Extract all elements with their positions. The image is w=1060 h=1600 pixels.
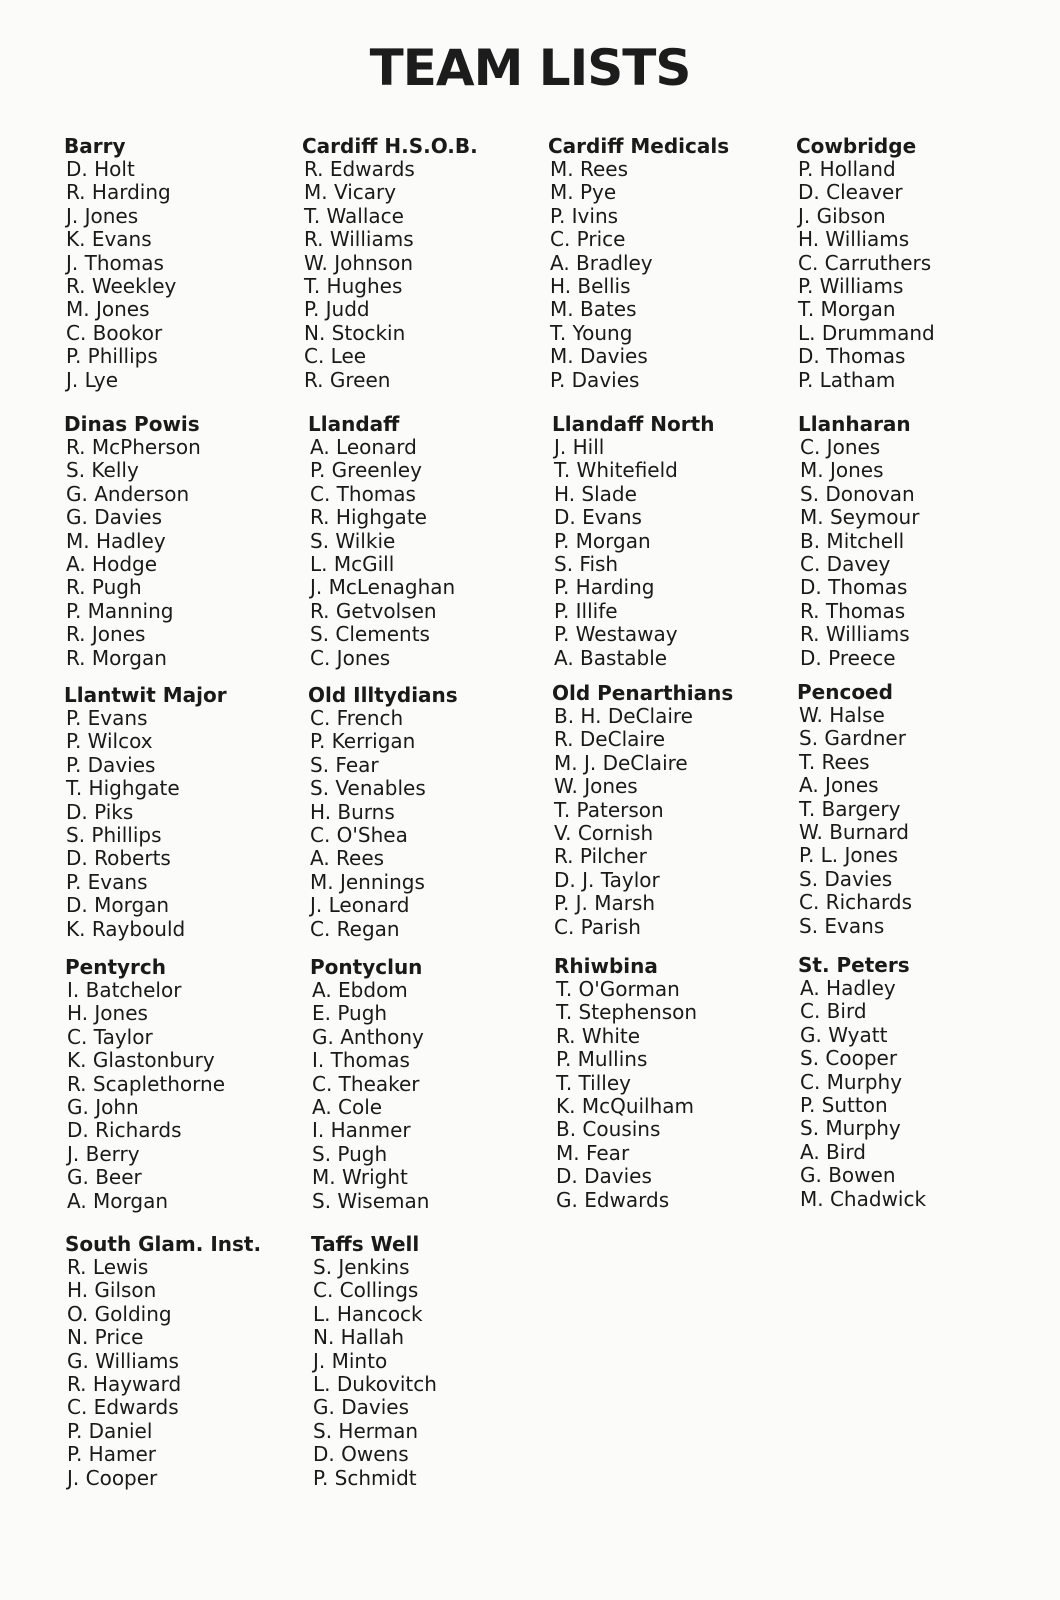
- player-name: C. Lee: [304, 344, 367, 369]
- player-name: P. Manning: [66, 598, 174, 623]
- player-name: T. Rees: [799, 749, 870, 774]
- player-name: C. Richards: [799, 890, 913, 915]
- player-name: C. Bird: [800, 999, 867, 1024]
- player-name: G. John: [67, 1095, 139, 1120]
- player-name: C. Theaker: [312, 1071, 420, 1096]
- player-list: [311, 1256, 551, 1490]
- player-name: K. Raybould: [66, 916, 186, 941]
- player-name: P. Schmidt: [313, 1465, 417, 1490]
- player-list: [798, 977, 1038, 1211]
- player-name: J. Minto: [313, 1348, 388, 1373]
- player-name: G. Anthony: [312, 1024, 424, 1049]
- player-name: R. White: [556, 1023, 641, 1048]
- player-name: C. Taylor: [67, 1024, 153, 1049]
- player-name: C. Collings: [313, 1278, 419, 1303]
- team-block: [308, 412, 548, 670]
- player-name: A. Hodge: [66, 552, 158, 577]
- player-name: L. Dukovitch: [313, 1372, 437, 1397]
- player-name: M. Pye: [550, 180, 617, 205]
- team-name: Taffs Well: [311, 1232, 420, 1256]
- player-name: S. Kelly: [66, 458, 139, 483]
- player-name: R. Pugh: [66, 575, 142, 600]
- player-name: D. Davies: [556, 1164, 652, 1189]
- team-block: [796, 134, 1036, 392]
- player-name: S. Davies: [799, 866, 893, 891]
- team-name: Dinas Powis: [64, 412, 200, 436]
- team-name: Cardiff H.S.O.B.: [302, 134, 478, 158]
- team-block: [554, 954, 794, 1212]
- player-list: [796, 158, 1036, 392]
- player-name: N. Stockin: [304, 320, 406, 345]
- player-name: K. Glastonbury: [67, 1048, 215, 1073]
- player-name: D. Cleaver: [798, 180, 903, 205]
- team-name: Llandaff: [308, 412, 400, 436]
- player-name: S. Wilkie: [310, 528, 396, 553]
- team-block: [65, 1232, 305, 1490]
- player-name: R. Highgate: [310, 505, 427, 530]
- team-block: [798, 412, 1038, 670]
- player-name: T. Stephenson: [556, 1000, 698, 1025]
- team-block: [310, 955, 550, 1213]
- player-name: C. Parish: [554, 914, 641, 939]
- player-name: C. Thomas: [310, 481, 416, 506]
- player-name: J. Gibson: [798, 203, 886, 228]
- player-name: P. Williams: [798, 274, 904, 299]
- player-name: B. H. DeClaire: [554, 704, 693, 728]
- player-name: R. Thomas: [800, 598, 906, 623]
- player-list: [548, 158, 788, 392]
- team-name: St. Peters: [798, 953, 910, 977]
- team-block: [311, 1232, 551, 1490]
- player-name: S. Wiseman: [312, 1188, 430, 1213]
- player-name: G. Davies: [313, 1395, 409, 1420]
- player-name: S. Clements: [310, 622, 430, 647]
- player-name: D. Richards: [67, 1118, 182, 1143]
- player-name: P. Daniel: [67, 1418, 153, 1443]
- player-name: T. Highgate: [66, 776, 180, 801]
- player-name: S. Evans: [799, 913, 885, 938]
- player-name: M. Jennings: [310, 869, 425, 894]
- player-name: C. Murphy: [800, 1069, 903, 1094]
- player-name: P. Kerrigan: [310, 729, 416, 754]
- player-name: C. Jones: [310, 645, 391, 670]
- player-name: T. Young: [550, 320, 633, 345]
- player-name: T. O'Gorman: [556, 977, 680, 1001]
- player-name: C. Price: [550, 227, 626, 252]
- team-block: [302, 134, 542, 392]
- player-name: D. Holt: [66, 157, 135, 181]
- player-name: G. Bowen: [800, 1163, 896, 1188]
- player-name: W. Burnard: [799, 820, 909, 845]
- player-name: R. Harding: [66, 180, 171, 205]
- player-name: H. Slade: [554, 481, 637, 506]
- player-name: N. Hallah: [313, 1325, 405, 1350]
- player-name: H. Gilson: [67, 1278, 157, 1303]
- player-name: M. Jones: [800, 458, 884, 483]
- player-name: A. Bird: [800, 1139, 866, 1164]
- player-name: M. Vicary: [304, 180, 397, 205]
- player-name: D. Preece: [800, 645, 896, 670]
- player-name: G. Edwards: [556, 1187, 670, 1212]
- player-name: V. Cornish: [554, 821, 654, 846]
- player-name: G. Beer: [67, 1165, 142, 1190]
- team-block: [552, 681, 792, 939]
- player-name: T. Morgan: [798, 297, 896, 322]
- player-name: S. Murphy: [800, 1116, 901, 1141]
- player-name: C. Edwards: [67, 1395, 179, 1420]
- player-name: H. Burns: [310, 799, 395, 824]
- player-name: R. Jones: [66, 622, 146, 647]
- player-name: W. Johnson: [304, 250, 414, 275]
- player-name: J. Jones: [66, 203, 139, 228]
- team-name: Llantwit Major: [64, 683, 227, 707]
- team-block: [797, 680, 1037, 938]
- team-block: [64, 683, 304, 941]
- player-list: [552, 705, 792, 939]
- team-block: [65, 955, 305, 1213]
- player-name: C. French: [310, 706, 404, 730]
- player-name: C. O'Shea: [310, 823, 408, 848]
- team-name: Cowbridge: [796, 134, 917, 158]
- player-name: R. Getvolsen: [310, 598, 437, 623]
- player-name: M. Wright: [312, 1165, 408, 1190]
- player-name: J. Leonard: [310, 893, 410, 918]
- player-name: W. Jones: [554, 774, 638, 799]
- player-name: K. Evans: [66, 227, 152, 252]
- player-name: N. Price: [67, 1325, 144, 1350]
- player-name: P. Morgan: [554, 528, 651, 553]
- player-name: S. Jenkins: [313, 1255, 410, 1279]
- player-name: A. Jones: [799, 773, 879, 798]
- player-name: P. Hamer: [67, 1442, 156, 1467]
- player-name: P. Judd: [304, 297, 370, 322]
- player-list: [308, 707, 548, 941]
- player-name: A. Bradley: [550, 250, 653, 275]
- player-name: T. Paterson: [554, 797, 664, 822]
- player-name: T. Bargery: [799, 796, 901, 821]
- player-name: R. Williams: [800, 622, 910, 647]
- player-name: M. Bates: [550, 297, 637, 322]
- player-name: P. Phillips: [66, 344, 158, 369]
- player-name: D. Evans: [554, 505, 642, 530]
- player-name: S. Fish: [554, 552, 619, 577]
- player-name: M. Seymour: [800, 505, 920, 530]
- team-name: Barry: [64, 134, 126, 158]
- player-name: E. Pugh: [312, 1001, 388, 1026]
- player-list: [65, 1256, 305, 1490]
- player-name: C. Bookor: [66, 320, 163, 345]
- player-list: [65, 979, 305, 1213]
- player-name: T. Wallace: [304, 203, 404, 228]
- player-name: M. Davies: [550, 344, 648, 369]
- player-name: T. Tilley: [556, 1070, 631, 1095]
- player-name: P. Davies: [66, 752, 156, 777]
- player-name: P. L. Jones: [799, 843, 899, 868]
- player-list: [302, 158, 542, 392]
- player-name: P. Harding: [554, 575, 655, 600]
- player-name: G. Anderson: [66, 481, 190, 506]
- player-name: L. Drummand: [798, 320, 935, 345]
- player-name: K. McQuilham: [556, 1094, 695, 1119]
- player-name: R. Edwards: [304, 157, 415, 181]
- player-name: S. Pugh: [312, 1141, 388, 1166]
- player-name: S. Donovan: [800, 481, 915, 506]
- player-list: [310, 979, 550, 1213]
- player-name: R. Lewis: [67, 1255, 149, 1279]
- player-name: J. Cooper: [67, 1465, 158, 1490]
- player-name: T. Hughes: [304, 274, 403, 299]
- player-name: M. Rees: [550, 157, 628, 181]
- player-name: S. Phillips: [66, 823, 162, 848]
- player-name: P. Greenley: [310, 458, 422, 483]
- player-name: R. McPherson: [66, 435, 201, 459]
- player-name: M. Jones: [66, 297, 150, 322]
- player-name: H. Jones: [67, 1001, 148, 1026]
- player-name: D. Owens: [313, 1442, 409, 1467]
- player-name: A. Morgan: [67, 1188, 169, 1213]
- player-name: C. Carruthers: [798, 250, 932, 275]
- player-name: H. Williams: [798, 227, 910, 252]
- team-block: [308, 683, 548, 941]
- player-name: R. DeClaire: [554, 727, 666, 752]
- player-name: R. Hayward: [67, 1372, 182, 1397]
- team-block: [548, 134, 788, 392]
- player-name: A. Cole: [312, 1095, 383, 1120]
- player-list: [797, 704, 1037, 938]
- team-name: Pontyclun: [310, 955, 423, 979]
- player-name: M. Hadley: [66, 528, 166, 553]
- player-name: M. J. DeClaire: [554, 750, 688, 775]
- player-name: A. Bastable: [554, 645, 668, 670]
- player-name: J. Thomas: [66, 250, 164, 275]
- player-name: J. Berry: [67, 1141, 140, 1166]
- player-name: P. Illife: [554, 598, 618, 623]
- player-name: T. Whitefield: [554, 458, 678, 483]
- team-name: Pencoed: [797, 680, 893, 704]
- player-name: P. Sutton: [800, 1093, 888, 1118]
- player-name: S. Cooper: [800, 1046, 898, 1071]
- player-name: C. Davey: [800, 552, 891, 577]
- player-name: S. Fear: [310, 752, 379, 777]
- team-name: Llandaff North: [552, 412, 715, 436]
- player-name: S. Venables: [310, 776, 426, 801]
- player-name: R. Morgan: [66, 645, 167, 670]
- player-name: P. Mullins: [556, 1047, 648, 1072]
- player-name: G. Williams: [67, 1348, 179, 1373]
- player-name: L. McGill: [310, 552, 395, 577]
- page-title: TEAM LISTS: [369, 39, 691, 97]
- player-name: P. J. Marsh: [554, 891, 656, 916]
- player-name: P. Evans: [66, 706, 148, 730]
- player-list: [64, 436, 304, 670]
- player-name: C. Regan: [310, 916, 400, 941]
- player-name: W. Halse: [799, 703, 885, 727]
- team-block: [64, 412, 304, 670]
- team-name: South Glam. Inst.: [65, 1232, 262, 1256]
- player-name: I. Batchelor: [67, 978, 182, 1002]
- player-name: I. Hanmer: [312, 1118, 411, 1143]
- player-name: D. Roberts: [66, 846, 171, 871]
- player-name: P. Davies: [550, 367, 640, 392]
- player-name: D. Piks: [66, 799, 134, 824]
- player-name: R. Green: [304, 367, 391, 392]
- team-name: Old Illtydians: [308, 683, 458, 707]
- player-name: J. Hill: [554, 435, 605, 459]
- player-list: [552, 436, 792, 670]
- player-name: R. Weekley: [66, 274, 177, 299]
- player-name: J. McLenaghan: [310, 575, 456, 600]
- team-block: [552, 412, 792, 670]
- player-name: S. Herman: [313, 1418, 419, 1443]
- team-name: Old Penarthians: [552, 681, 734, 705]
- team-name: Cardiff Medicals: [548, 134, 730, 158]
- player-name: R. Scaplethorne: [67, 1071, 226, 1096]
- player-name: A. Rees: [310, 846, 385, 871]
- player-list: [64, 707, 304, 941]
- player-name: O. Golding: [67, 1301, 172, 1326]
- player-name: I. Thomas: [312, 1048, 410, 1073]
- player-name: M. Chadwick: [800, 1186, 927, 1211]
- player-name: D. Thomas: [798, 344, 906, 369]
- player-name: D. J. Taylor: [554, 867, 660, 892]
- player-name: P. Westaway: [554, 622, 678, 647]
- player-name: P. Evans: [66, 869, 148, 894]
- team-block: [798, 953, 1038, 1211]
- player-name: D. Thomas: [800, 575, 908, 600]
- player-name: M. Fear: [556, 1140, 630, 1165]
- player-name: A. Ebdom: [312, 978, 408, 1002]
- player-list: [308, 436, 548, 670]
- team-name: Llanharan: [798, 412, 911, 436]
- player-list: [554, 978, 794, 1212]
- player-name: A. Leonard: [310, 435, 417, 459]
- player-name: P. Wilcox: [66, 729, 153, 754]
- player-name: G. Wyatt: [800, 1022, 888, 1047]
- player-name: S. Gardner: [799, 726, 906, 751]
- team-name: Pentyrch: [65, 955, 167, 979]
- player-name: H. Bellis: [550, 274, 631, 299]
- player-name: D. Morgan: [66, 893, 170, 918]
- player-name: B. Mitchell: [800, 528, 905, 553]
- player-list: [64, 158, 304, 392]
- player-name: R. Pilcher: [554, 844, 647, 869]
- player-name: R. Williams: [304, 227, 414, 252]
- player-name: P. Latham: [798, 367, 896, 392]
- player-name: G. Davies: [66, 505, 162, 530]
- player-name: A. Hadley: [800, 976, 896, 1000]
- player-name: P. Ivins: [550, 203, 619, 228]
- player-name: P. Holland: [798, 157, 896, 181]
- player-name: L. Hancock: [313, 1301, 423, 1326]
- player-name: C. Jones: [800, 435, 881, 459]
- player-name: J. Lye: [66, 367, 119, 392]
- team-name: Rhiwbina: [554, 954, 658, 978]
- player-list: [798, 436, 1038, 670]
- team-block: [64, 134, 304, 392]
- player-name: B. Cousins: [556, 1117, 661, 1142]
